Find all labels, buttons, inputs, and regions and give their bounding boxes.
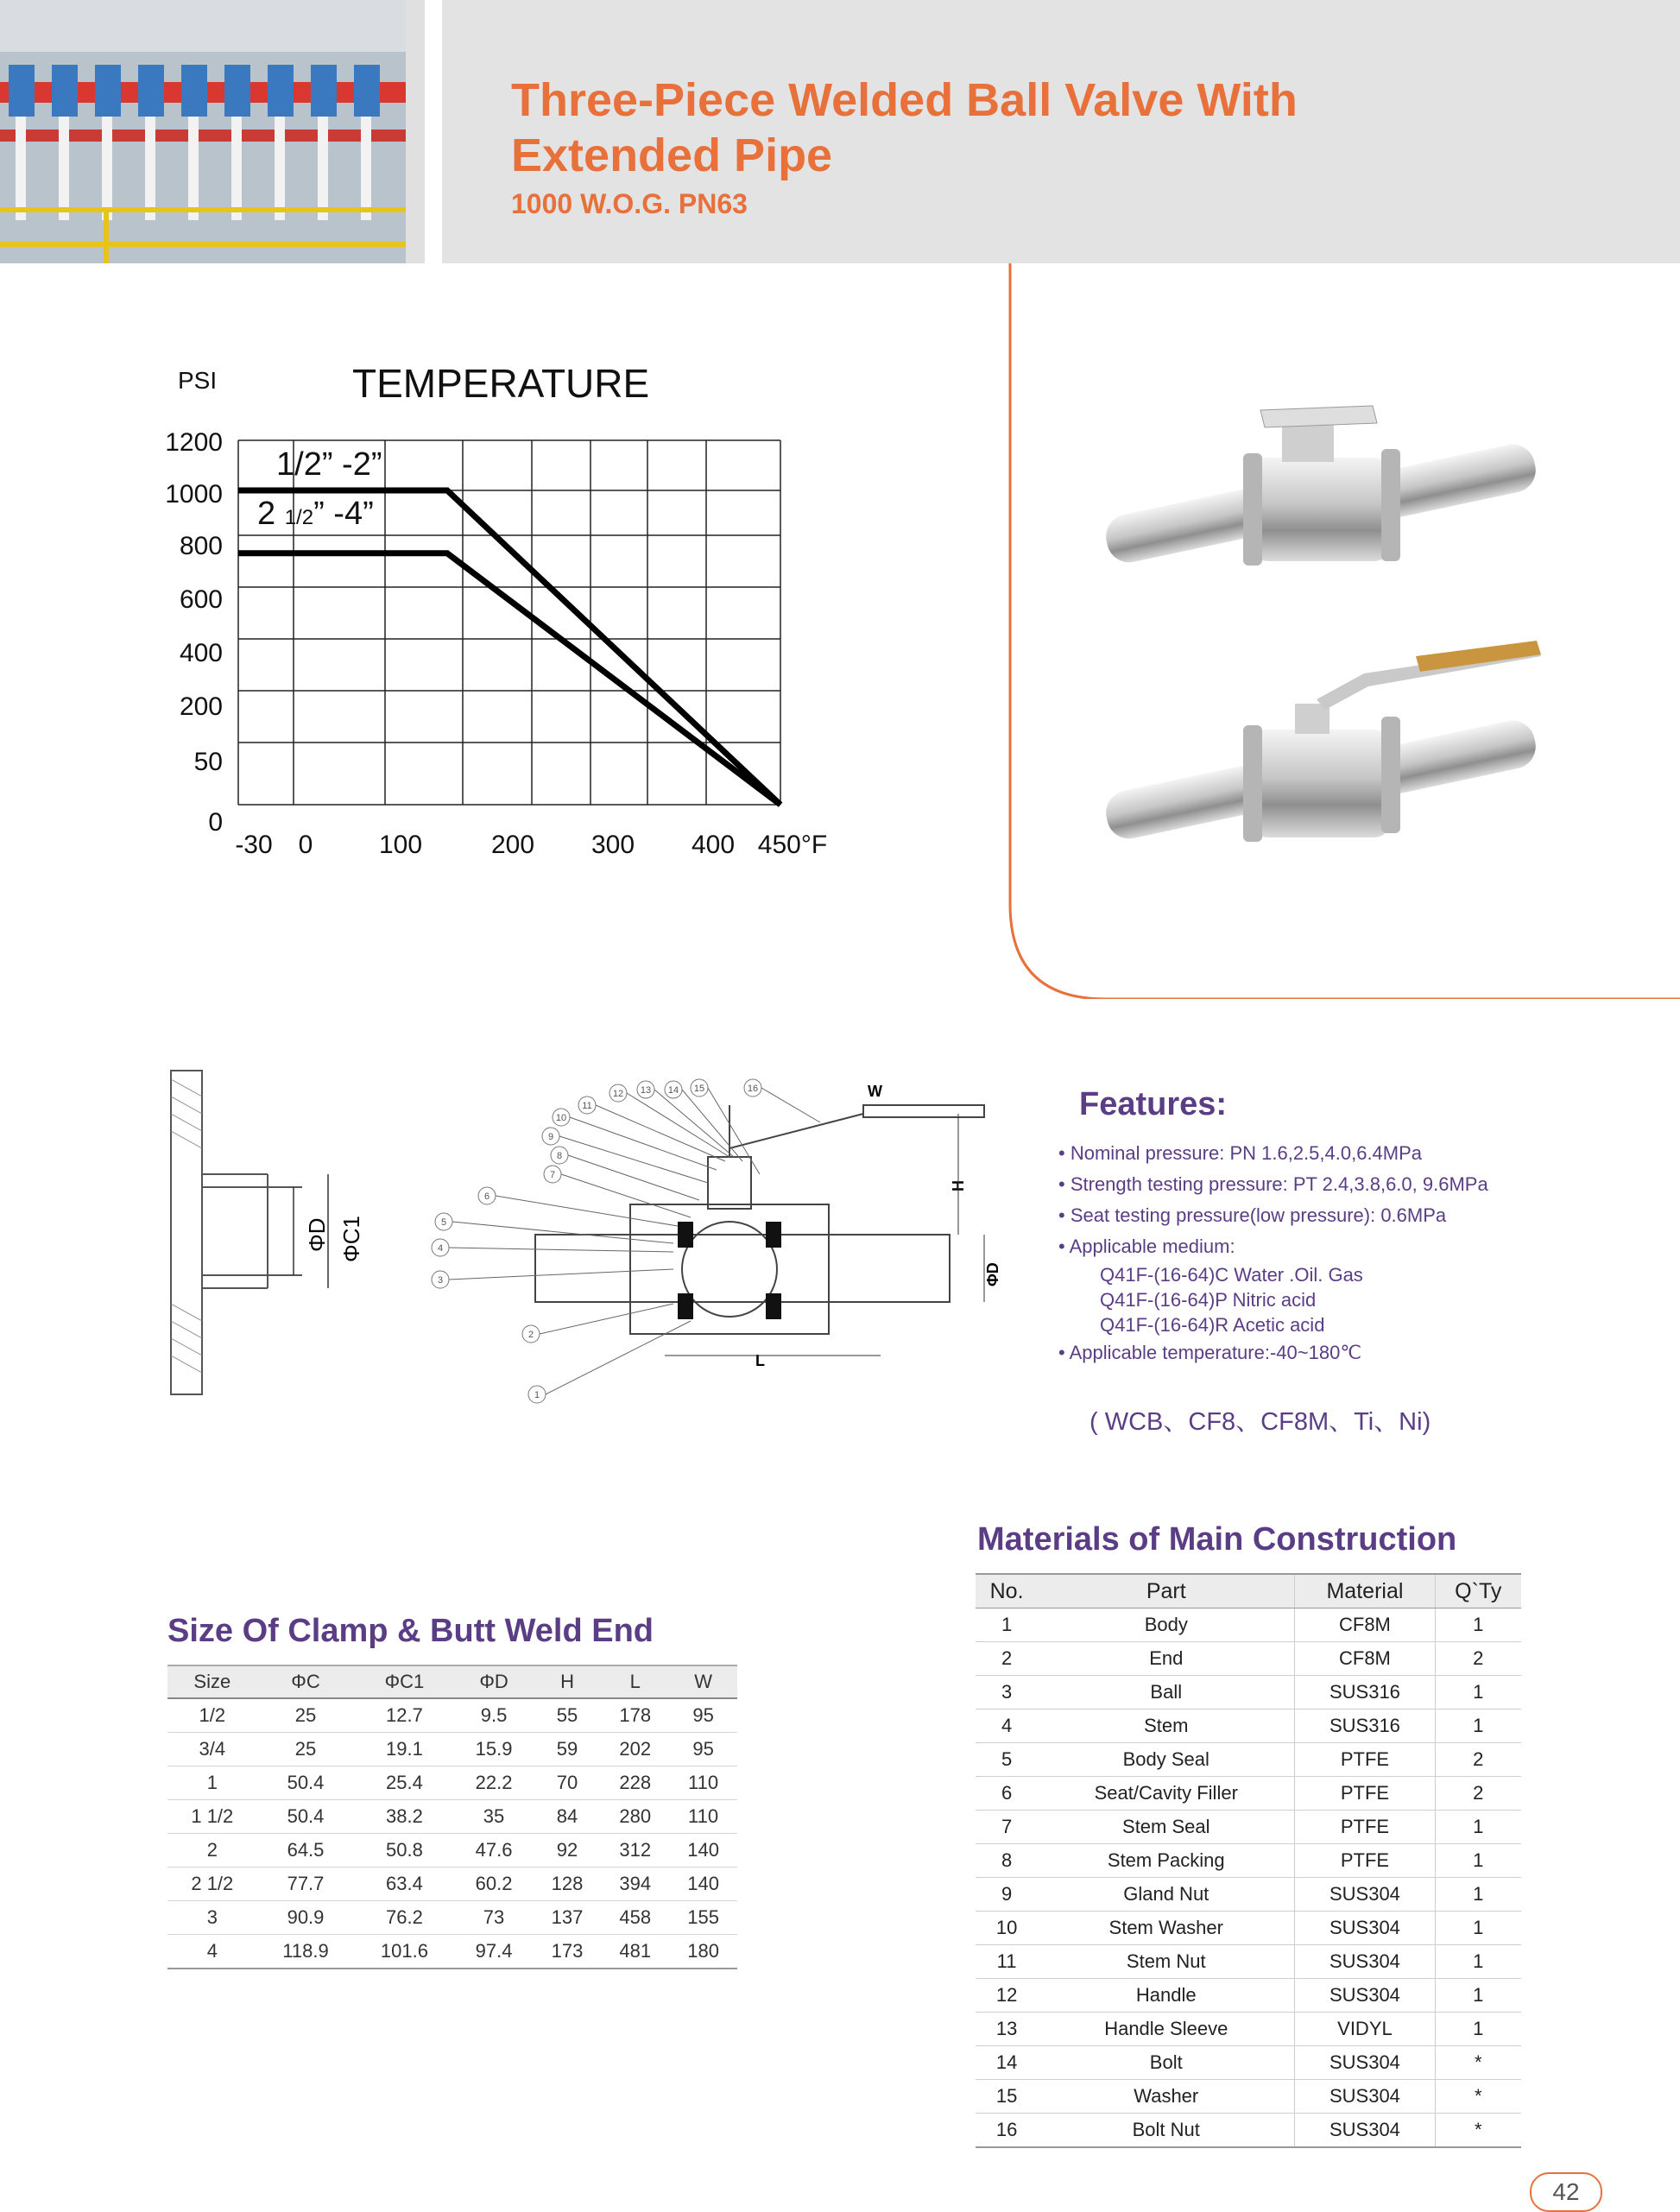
size-table-cell: 228 — [601, 1766, 669, 1800]
phi-c1-label: ΦC1 — [338, 1216, 364, 1262]
materials-table-cell: 4 — [976, 1710, 1038, 1743]
series-label-2: 2 1/2” -4” — [257, 496, 374, 532]
y-tick-label: 600 — [179, 585, 223, 614]
size-table-cell: 50.4 — [257, 1766, 355, 1800]
callout-leader — [761, 1088, 820, 1122]
materials-table-cell: 1 — [1435, 1844, 1521, 1878]
materials-table-cell: 1 — [1435, 1676, 1521, 1710]
materials-table-cell: Stem Packing — [1038, 1844, 1295, 1878]
materials-table-cell: SUS304 — [1295, 1945, 1435, 1979]
size-table-cell: 50.4 — [257, 1800, 355, 1834]
materials-table-cell: 1 — [1435, 2013, 1521, 2046]
materials-table-row — [976, 2080, 1521, 2114]
size-table-header — [167, 1665, 737, 1698]
materials-table-cell: SUS304 — [1295, 1979, 1435, 2013]
materials-table-row — [976, 1912, 1521, 1945]
materials-table-cell: PTFE — [1295, 1777, 1435, 1811]
callout-leader — [570, 1117, 717, 1170]
valve-photo-handle — [1102, 641, 1541, 843]
size-table — [167, 1665, 737, 1969]
materials-table-cell: Stem Nut — [1038, 1945, 1295, 1979]
part-number-9: 9 — [547, 1132, 554, 1142]
size-table-cell: 140 — [669, 1868, 737, 1901]
size-table-cell: 55 — [534, 1698, 602, 1733]
materials-table-cell: 1 — [1435, 1979, 1521, 2013]
materials-table-cell: 16 — [976, 2114, 1038, 2148]
materials-table-row — [976, 1676, 1521, 1710]
size-table-cell: 202 — [601, 1733, 669, 1766]
part-number-5: 5 — [440, 1217, 447, 1228]
materials-table-header-cell: No. — [976, 1574, 1038, 1608]
materials-table-cell: Seat/Cavity Filler — [1038, 1777, 1295, 1811]
part-number-8: 8 — [556, 1151, 563, 1161]
size-table-cell: 25 — [257, 1733, 355, 1766]
size-table-cell: 47.6 — [454, 1834, 533, 1868]
materials-table-cell: 2 — [976, 1642, 1038, 1676]
materials-table-cell: 1 — [1435, 1710, 1521, 1743]
callout-leader — [449, 1269, 673, 1280]
size-table-cell: 59 — [534, 1733, 602, 1766]
size-table-cell: 25.4 — [354, 1766, 454, 1800]
materials-table-header-cell: Q`Ty — [1435, 1574, 1521, 1608]
materials-table-cell: SUS304 — [1295, 2046, 1435, 2080]
materials-table-cell: 1 — [1435, 1608, 1521, 1642]
materials-table-cell: Gland Nut — [1038, 1878, 1295, 1912]
page-number: 42 — [1530, 2172, 1602, 2212]
feature-item: • Nominal pressure: PN 1.6,2.5,4.0,6.4MPa — [1058, 1138, 1645, 1169]
materials-table-cell: Body — [1038, 1608, 1295, 1642]
materials-table-cell: Body Seal — [1038, 1743, 1295, 1777]
size-table-row — [167, 1733, 737, 1766]
materials-table-cell: Bolt — [1038, 2046, 1295, 2080]
size-table-cell: 118.9 — [257, 1935, 355, 1969]
medium-item: Q41F-(16-64)R Acetic acid — [1100, 1314, 1325, 1336]
material-grades: ( WCB、CF8、CF8M、Ti、Ni) — [1089, 1408, 1431, 1436]
materials-table-cell: 1 — [976, 1608, 1038, 1642]
materials-table-row — [976, 1811, 1521, 1844]
medium-item: Q41F-(16-64)C Water .Oil. Gas — [1100, 1264, 1363, 1286]
materials-table-body — [976, 1608, 1521, 2148]
x-tick-label: 400 — [691, 831, 736, 859]
size-table-cell: 312 — [601, 1834, 669, 1868]
size-table-cell: 110 — [669, 1766, 737, 1800]
size-table-row — [167, 1800, 737, 1834]
medium-item: Q41F-(16-64)P Nitric acid — [1100, 1289, 1317, 1311]
feature-item: • Strength testing pressure: PT 2.4,3.8,6.0, 9.6MPa — [1058, 1169, 1645, 1200]
size-table-cell: 140 — [669, 1834, 737, 1868]
materials-table-cell: 7 — [976, 1811, 1038, 1844]
y-tick-label: 200 — [179, 692, 223, 721]
size-table-cell: 19.1 — [354, 1733, 454, 1766]
features-list — [1058, 1138, 1645, 1368]
part-number-12: 12 — [612, 1089, 624, 1099]
size-table-row — [167, 1901, 737, 1935]
part-number-14: 14 — [667, 1085, 679, 1096]
callout-leader — [540, 1304, 673, 1334]
size-table-cell: 77.7 — [257, 1868, 355, 1901]
materials-table-cell: 8 — [976, 1844, 1038, 1878]
materials-table-cell: CF8M — [1295, 1642, 1435, 1676]
callout-leader — [561, 1174, 691, 1217]
materials-table-row — [976, 1743, 1521, 1777]
size-table-cell: 70 — [534, 1766, 602, 1800]
materials-table-cell: SUS304 — [1295, 2114, 1435, 2148]
materials-table-row — [976, 2114, 1521, 2148]
materials-table-row — [976, 2013, 1521, 2046]
size-table-header-cell: W — [669, 1665, 737, 1698]
size-table-cell: 3/4 — [167, 1733, 257, 1766]
size-table-cell: 137 — [534, 1901, 602, 1935]
callout-leader — [654, 1090, 734, 1157]
part-number-4: 4 — [437, 1243, 444, 1254]
materials-table-row — [976, 1710, 1521, 1743]
materials-table-row — [976, 1608, 1521, 1642]
x-tick-label: 0 — [298, 831, 313, 859]
materials-table-row — [976, 1642, 1521, 1676]
materials-table-cell: 1 — [1435, 1878, 1521, 1912]
callout-leader — [496, 1196, 678, 1226]
materials-table-cell: * — [1435, 2080, 1521, 2114]
size-table-cell: 173 — [534, 1935, 602, 1969]
x-tick-label: 300 — [591, 831, 635, 859]
size-table-row — [167, 1766, 737, 1800]
materials-table-cell: 3 — [976, 1676, 1038, 1710]
materials-table-cell: 6 — [976, 1777, 1038, 1811]
materials-table-cell: 1 — [1435, 1811, 1521, 1844]
size-table-header-cell: ΦC1 — [354, 1665, 454, 1698]
materials-table-cell: Bolt Nut — [1038, 2114, 1295, 2148]
materials-table-cell: End — [1038, 1642, 1295, 1676]
size-table-header-cell: ΦC — [257, 1665, 355, 1698]
materials-table-cell: SUS304 — [1295, 1878, 1435, 1912]
size-table-cell: 458 — [601, 1901, 669, 1935]
phi-d-small-label: ΦD — [984, 1262, 1001, 1286]
materials-table-cell: Handle Sleeve — [1038, 2013, 1295, 2046]
part-number-7: 7 — [549, 1170, 556, 1180]
x-tick-label: 200 — [490, 831, 535, 859]
materials-table-cell: 1 — [1435, 1912, 1521, 1945]
materials-table-title: Materials of Main Construction — [977, 1521, 1457, 1558]
page-title-line1: Three-Piece Welded Ball Valve With — [511, 74, 1298, 126]
materials-table-cell: 1 — [1435, 1945, 1521, 1979]
feature-item: • Seat testing pressure(low pressure): 0.6MPa — [1058, 1200, 1645, 1231]
size-table-header-cell: Size — [167, 1665, 257, 1698]
materials-table-cell: 15 — [976, 2080, 1038, 2114]
size-table-header-cell: ΦD — [454, 1665, 533, 1698]
callout-leader — [708, 1088, 760, 1174]
materials-table-cell: SUS316 — [1295, 1676, 1435, 1710]
size-table-title: Size Of Clamp & Butt Weld End — [167, 1613, 654, 1649]
y-tick-label: 1200 — [165, 428, 223, 457]
page-title-line2: Extended Pipe — [511, 130, 833, 181]
size-table-cell: 92 — [534, 1834, 602, 1868]
materials-table-row — [976, 2046, 1521, 2080]
part-number-6: 6 — [483, 1191, 490, 1202]
materials-table-cell: 13 — [976, 2013, 1038, 2046]
part-number-16: 16 — [747, 1084, 759, 1094]
size-table-cell: 38.2 — [354, 1800, 454, 1834]
materials-table-row — [976, 1878, 1521, 1912]
part-number-1: 1 — [534, 1390, 540, 1400]
size-table-cell: 73 — [454, 1901, 533, 1935]
materials-table-cell: PTFE — [1295, 1811, 1435, 1844]
y-tick-label: 1000 — [165, 480, 223, 509]
size-table-row — [167, 1935, 737, 1969]
materials-table-cell: 14 — [976, 2046, 1038, 2080]
size-table-cell: 1/2 — [167, 1698, 257, 1733]
size-table-cell: 1 — [167, 1766, 257, 1800]
size-table-cell: 22.2 — [454, 1766, 533, 1800]
materials-table-row — [976, 1844, 1521, 1878]
materials-table-cell: SUS304 — [1295, 2080, 1435, 2114]
part-number-10: 10 — [555, 1113, 567, 1123]
materials-table-cell: * — [1435, 2046, 1521, 2080]
size-table-cell: 394 — [601, 1868, 669, 1901]
materials-table-cell: 5 — [976, 1743, 1038, 1777]
size-table-cell: 12.7 — [354, 1698, 454, 1733]
part-number-13: 13 — [640, 1085, 652, 1096]
chart-x-ticks — [235, 831, 827, 859]
series-label-1: 1/2” -2” — [276, 446, 382, 483]
x-tick-label: 100 — [378, 831, 423, 859]
feature-item-temperature: • Applicable temperature:-40~180℃ — [1058, 1337, 1645, 1368]
chart-series-lines — [238, 490, 780, 805]
materials-table-cell: Stem Seal — [1038, 1811, 1295, 1844]
size-table-cell: 64.5 — [257, 1834, 355, 1868]
size-table-cell: 155 — [669, 1901, 737, 1935]
materials-table-row — [976, 1945, 1521, 1979]
size-table-cell: 128 — [534, 1868, 602, 1901]
materials-table-cell: 12 — [976, 1979, 1038, 2013]
features-title: Features: — [1079, 1086, 1228, 1122]
materials-table-cell: 2 — [1435, 1743, 1521, 1777]
callout-leader — [452, 1222, 673, 1243]
materials-table-cell: CF8M — [1295, 1608, 1435, 1642]
size-table-cell: 76.2 — [354, 1901, 454, 1935]
valve-cross-section-drawing — [414, 1062, 1036, 1416]
size-table-cell: 481 — [601, 1935, 669, 1969]
size-table-row — [167, 1834, 737, 1868]
materials-table-header-cell: Part — [1038, 1574, 1295, 1608]
size-table-header-cell: L — [601, 1665, 669, 1698]
phi-d-label: ΦD — [304, 1217, 330, 1252]
size-table-cell: 110 — [669, 1800, 737, 1834]
chart-title: TEMPERATURE — [352, 363, 650, 406]
materials-table-cell: 11 — [976, 1945, 1038, 1979]
materials-table-cell: 9 — [976, 1878, 1038, 1912]
materials-table-cell: Handle — [1038, 1979, 1295, 2013]
page-subtitle: 1000 W.O.G. PN63 — [511, 188, 748, 219]
materials-table-cell: PTFE — [1295, 1743, 1435, 1777]
series-line-1 — [238, 490, 780, 805]
y-tick-label: 400 — [179, 639, 223, 667]
callout-leader — [568, 1155, 699, 1200]
size-table-cell: 50.8 — [354, 1834, 454, 1868]
chart-y-ticks — [165, 428, 223, 837]
materials-table-header — [976, 1574, 1521, 1608]
size-table-cell: 1 1/2 — [167, 1800, 257, 1834]
callout-leader — [546, 1321, 691, 1394]
materials-table-cell: PTFE — [1295, 1844, 1435, 1878]
materials-table-cell: VIDYL — [1295, 2013, 1435, 2046]
ball-valve-photos — [1088, 397, 1571, 898]
materials-table-row — [976, 1777, 1521, 1811]
size-table-cell: 280 — [601, 1800, 669, 1834]
w-dimension-label: W — [868, 1083, 882, 1100]
size-table-cell: 3 — [167, 1901, 257, 1935]
size-table-cell: 60.2 — [454, 1868, 533, 1901]
butt-weld-end-drawing — [155, 1062, 397, 1399]
y-tick-label: 0 — [208, 808, 223, 837]
size-table-cell: 2 1/2 — [167, 1868, 257, 1901]
materials-table-cell: Ball — [1038, 1676, 1295, 1710]
size-table-cell: 35 — [454, 1800, 533, 1834]
callout-leader — [449, 1248, 673, 1252]
materials-table-cell: 2 — [1435, 1777, 1521, 1811]
size-table-cell: 90.9 — [257, 1901, 355, 1935]
size-table-cell: 178 — [601, 1698, 669, 1733]
materials-table-cell: SUS316 — [1295, 1710, 1435, 1743]
size-table-cell: 15.9 — [454, 1733, 533, 1766]
valve-photo-mounting-pad — [1102, 406, 1539, 566]
series-line-2 — [238, 553, 780, 805]
size-table-cell: 84 — [534, 1800, 602, 1834]
size-table-body — [167, 1698, 737, 1969]
size-table-cell: 95 — [669, 1733, 737, 1766]
part-number-2: 2 — [527, 1330, 534, 1340]
size-table-cell: 25 — [257, 1698, 355, 1733]
y-tick-label: 50 — [193, 748, 223, 776]
materials-table-cell: * — [1435, 2114, 1521, 2148]
feature-item: • Applicable medium: — [1058, 1231, 1645, 1262]
size-table-cell: 101.6 — [354, 1935, 454, 1969]
l-dimension-label: L — [755, 1352, 765, 1369]
materials-table-header-cell: Material — [1295, 1574, 1435, 1608]
page-title — [511, 73, 1547, 183]
materials-table-cell: Stem Washer — [1038, 1912, 1295, 1945]
x-tick-label: -30 — [235, 831, 273, 859]
size-table-cell: 9.5 — [454, 1698, 533, 1733]
size-table-cell: 63.4 — [354, 1868, 454, 1901]
size-table-cell: 97.4 — [454, 1935, 533, 1969]
size-table-cell: 2 — [167, 1834, 257, 1868]
callout-leader — [682, 1090, 742, 1161]
size-table-header-cell: H — [534, 1665, 602, 1698]
size-table-cell: 4 — [167, 1935, 257, 1969]
size-table-row — [167, 1868, 737, 1901]
header-photo — [0, 0, 425, 263]
y-tick-label: 800 — [179, 532, 223, 560]
size-table-cell: 95 — [669, 1698, 737, 1733]
materials-table-cell: SUS304 — [1295, 1912, 1435, 1945]
size-table-cell: 180 — [669, 1935, 737, 1969]
header-divider — [425, 0, 442, 263]
materials-table-cell: 2 — [1435, 1642, 1521, 1676]
materials-table-cell: Washer — [1038, 2080, 1295, 2114]
x-tick-label: 450°F — [757, 831, 828, 859]
materials-table — [976, 1573, 1521, 2148]
size-table-row — [167, 1698, 737, 1733]
materials-table-row — [976, 1979, 1521, 2013]
materials-table-cell: 10 — [976, 1912, 1038, 1945]
part-number-11: 11 — [582, 1101, 592, 1111]
part-number-3: 3 — [437, 1275, 444, 1286]
part-number-15: 15 — [693, 1084, 705, 1094]
materials-table-cell: Stem — [1038, 1710, 1295, 1743]
chart-y-axis-label: PSI — [178, 367, 218, 394]
h-dimension-label: H — [950, 1180, 967, 1191]
temperature-pressure-chart — [147, 363, 855, 881]
